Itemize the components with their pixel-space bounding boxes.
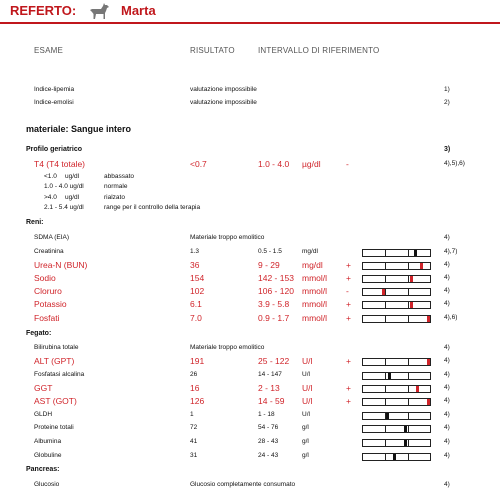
- analyte-note: 4): [444, 438, 450, 445]
- analyte-range: 24 - 43: [258, 452, 279, 459]
- analyte-unit: mg/dl: [302, 248, 318, 255]
- analyte-unit: mmol/l: [302, 273, 328, 283]
- analyte-range: 1 - 18: [258, 411, 275, 418]
- analyte-range: 25 - 122: [258, 356, 290, 366]
- analyte-note: 4): [444, 274, 450, 281]
- range-bar-divider: [385, 263, 386, 269]
- range-bar-marker: [388, 373, 391, 379]
- range-bar: [362, 425, 431, 433]
- range-bar-marker: [410, 302, 413, 308]
- analyte-result: Glucosio completamente consumato: [190, 481, 296, 488]
- range-bar-divider: [385, 454, 386, 460]
- analyte-name: ALT (GPT): [34, 356, 75, 366]
- section-title: Pancreas:: [26, 466, 60, 473]
- analyte-result: 36: [190, 260, 200, 270]
- range-bar: [362, 439, 431, 447]
- section-title: Reni:: [26, 219, 44, 226]
- col-exam: ESAME: [34, 46, 64, 55]
- analyte-result: 1.3: [190, 248, 200, 255]
- analyte-flag: +: [346, 313, 351, 323]
- analyte-result: 31: [190, 452, 198, 459]
- range-bar-divider: [385, 373, 386, 379]
- analyte-note: 4): [444, 371, 450, 378]
- range-bar-divider: [408, 302, 409, 308]
- section-title: Fegato:: [26, 330, 52, 337]
- range-bar-marker: [414, 250, 417, 256]
- analyte-name: Albumina: [34, 438, 62, 445]
- col-range: INTERVALLO DI RIFERIMENTO: [258, 46, 380, 55]
- range-bar: [362, 358, 431, 366]
- analyte-note: 4): [444, 384, 450, 391]
- t4-legend-range: >4.0: [44, 194, 57, 201]
- range-bar-divider: [408, 413, 409, 419]
- t4-flag: -: [346, 159, 349, 169]
- t4-legend-range: 2.1 - 5.4 ug/dl: [44, 204, 84, 211]
- range-bar-divider: [408, 440, 409, 446]
- analyte-result: 126: [190, 396, 205, 406]
- analyte-range: 3.9 - 5.8: [258, 299, 290, 309]
- index-result: valutazione impossibile: [190, 86, 257, 93]
- range-bar-marker: [393, 454, 396, 460]
- analyte-name: SDMA (EIA): [34, 234, 70, 241]
- range-bar: [362, 412, 431, 420]
- analyte-unit: U/l: [302, 411, 310, 418]
- analyte-note: 4): [444, 261, 450, 268]
- analyte-range: 106 - 120: [258, 286, 294, 296]
- range-bar-divider: [385, 440, 386, 446]
- analyte-result: Materiale troppo emolitico: [190, 234, 265, 241]
- t4-legend-unit: ug/dl: [65, 194, 80, 201]
- analyte-name: Urea-N (BUN): [34, 260, 88, 270]
- analyte-unit: U/l: [302, 356, 313, 366]
- analyte-note: 4),6): [444, 314, 458, 321]
- range-bar-divider: [408, 289, 409, 295]
- analyte-name: Fosfati: [34, 313, 60, 323]
- analyte-result: 72: [190, 424, 198, 431]
- index-note: 2): [444, 99, 450, 106]
- analyte-unit: mmol/l: [302, 286, 328, 296]
- range-bar-divider: [408, 454, 409, 460]
- range-bar-divider: [408, 399, 409, 405]
- analyte-note: 4),7): [444, 248, 458, 255]
- analyte-note: 4): [444, 300, 450, 307]
- header-rule: [0, 22, 500, 24]
- col-result: RISULTATO: [190, 46, 235, 55]
- range-bar-marker: [427, 399, 430, 405]
- analyte-name: Fosfatasi alcalina: [34, 371, 85, 378]
- analyte-note: 4): [444, 424, 450, 431]
- t4-legend-range: 1.0 - 4.0 ug/dl: [44, 183, 84, 190]
- analyte-name: GLDH: [34, 411, 53, 418]
- patient-name: Marta: [121, 3, 156, 18]
- analyte-name: Sodio: [34, 273, 56, 283]
- range-bar: [362, 398, 431, 406]
- range-bar: [362, 453, 431, 461]
- analyte-range: 2 - 13: [258, 383, 280, 393]
- range-bar-divider: [408, 359, 409, 365]
- range-bar-divider: [385, 289, 386, 295]
- analyte-unit: g/l: [302, 424, 309, 431]
- analyte-result: 6.1: [190, 299, 202, 309]
- range-bar: [362, 301, 431, 309]
- analyte-name: Globuline: [34, 452, 62, 459]
- analyte-range: 0.5 - 1.5: [258, 248, 282, 255]
- analyte-unit: U/l: [302, 396, 313, 406]
- range-bar-divider: [408, 426, 409, 432]
- range-bar-marker: [416, 386, 419, 392]
- index-name: Indice-emolisi: [34, 99, 74, 106]
- range-bar-marker: [420, 263, 423, 269]
- analyte-result: 1: [190, 411, 194, 418]
- analyte-flag: +: [346, 299, 351, 309]
- range-bar-marker: [427, 359, 430, 365]
- analyte-unit: mmol/l: [302, 299, 328, 309]
- t4-name: T4 (T4 totale): [34, 159, 86, 169]
- analyte-flag: +: [346, 396, 351, 406]
- range-bar-divider: [385, 276, 386, 282]
- range-bar-divider: [408, 373, 409, 379]
- analyte-unit: g/l: [302, 452, 309, 459]
- range-bar-divider: [408, 250, 409, 256]
- analyte-range: 0.9 - 1.7: [258, 313, 290, 323]
- analyte-flag: +: [346, 260, 351, 270]
- dog-icon: [88, 1, 110, 21]
- analyte-note: 4): [444, 357, 450, 364]
- range-bar: [362, 262, 431, 270]
- analyte-range: 28 - 43: [258, 438, 279, 445]
- analyte-note: 4): [444, 344, 450, 351]
- range-bar-divider: [385, 399, 386, 405]
- analyte-name: Creatinina: [34, 248, 64, 255]
- analyte-result: 102: [190, 286, 205, 296]
- index-name: Indice-lipemia: [34, 86, 75, 93]
- analyte-result: 16: [190, 383, 200, 393]
- analyte-range: 14 - 59: [258, 396, 285, 406]
- range-bar-divider: [385, 250, 386, 256]
- profile-note: 3): [444, 146, 451, 153]
- analyte-note: 4): [444, 287, 450, 294]
- analyte-note: 4): [444, 411, 450, 418]
- analyte-unit: mg/dl: [302, 260, 323, 270]
- analyte-name: Proteine totali: [34, 424, 74, 431]
- t4-legend-range: <1.0: [44, 173, 57, 180]
- t4-legend-text: normale: [104, 183, 128, 190]
- range-bar: [362, 315, 431, 323]
- analyte-range: 9 - 29: [258, 260, 280, 270]
- index-result: valutazione impossibile: [190, 99, 257, 106]
- analyte-name: Bilirubina totale: [34, 344, 79, 351]
- analyte-name: Glucosio: [34, 481, 60, 488]
- range-bar: [362, 249, 431, 257]
- range-bar-divider: [408, 386, 409, 392]
- analyte-result: 26: [190, 371, 198, 378]
- analyte-range: 142 - 153: [258, 273, 294, 283]
- analyte-flag: +: [346, 383, 351, 393]
- material-title: materiale: Sangue intero: [26, 124, 132, 134]
- range-bar: [362, 385, 431, 393]
- analyte-name: Cloruro: [34, 286, 62, 296]
- analyte-name: GGT: [34, 383, 53, 393]
- report-title: REFERTO:: [10, 3, 77, 18]
- analyte-unit: mmol/l: [302, 313, 328, 323]
- range-bar-divider: [385, 359, 386, 365]
- analyte-note: 4): [444, 452, 450, 459]
- t4-result: <0.7: [190, 159, 207, 169]
- range-bar-marker: [382, 289, 385, 295]
- analyte-range: 54 - 76: [258, 424, 279, 431]
- range-bar: [362, 275, 431, 283]
- range-bar-divider: [408, 316, 409, 322]
- range-bar-divider: [385, 386, 386, 392]
- analyte-unit: U/l: [302, 371, 310, 378]
- t4-legend-text: rialzato: [104, 194, 125, 201]
- t4-unit: µg/dl: [302, 159, 321, 169]
- range-bar-divider: [408, 276, 409, 282]
- t4-legend-unit: ug/dl: [65, 173, 80, 180]
- range-bar-marker: [386, 413, 389, 419]
- analyte-flag: +: [346, 356, 351, 366]
- range-bar: [362, 372, 431, 380]
- t4-legend-text: abbassato: [104, 173, 134, 180]
- t4-legend-text: range per il controllo della terapia: [104, 204, 201, 211]
- analyte-result: 154: [190, 273, 205, 283]
- range-bar-marker: [404, 440, 407, 446]
- range-bar-divider: [385, 316, 386, 322]
- t4-range: 1.0 - 4.0: [258, 159, 290, 169]
- range-bar: [362, 288, 431, 296]
- analyte-result: 191: [190, 356, 205, 366]
- range-bar-divider: [385, 426, 386, 432]
- index-note: 1): [444, 86, 450, 93]
- analyte-note: 4): [444, 234, 450, 241]
- analyte-result: 7.0: [190, 313, 202, 323]
- analyte-unit: g/l: [302, 438, 309, 445]
- analyte-note: 4): [444, 397, 450, 404]
- range-bar-divider: [385, 302, 386, 308]
- range-bar-marker: [427, 316, 430, 322]
- analyte-result: Materiale troppo emolitico: [190, 344, 265, 351]
- range-bar-marker: [410, 276, 413, 282]
- analyte-unit: U/l: [302, 383, 313, 393]
- range-bar-divider: [408, 263, 409, 269]
- t4-note: 4),5),6): [444, 160, 465, 167]
- range-bar-marker: [404, 426, 407, 432]
- profile-title: Profilo geriatrico: [26, 146, 83, 153]
- analyte-flag: +: [346, 273, 351, 283]
- analyte-name: AST (GOT): [34, 396, 77, 406]
- analyte-range: 14 - 147: [258, 371, 282, 378]
- analyte-flag: -: [346, 286, 349, 296]
- analyte-result: 41: [190, 438, 198, 445]
- analyte-name: Potassio: [34, 299, 67, 309]
- analyte-note: 4): [444, 481, 450, 488]
